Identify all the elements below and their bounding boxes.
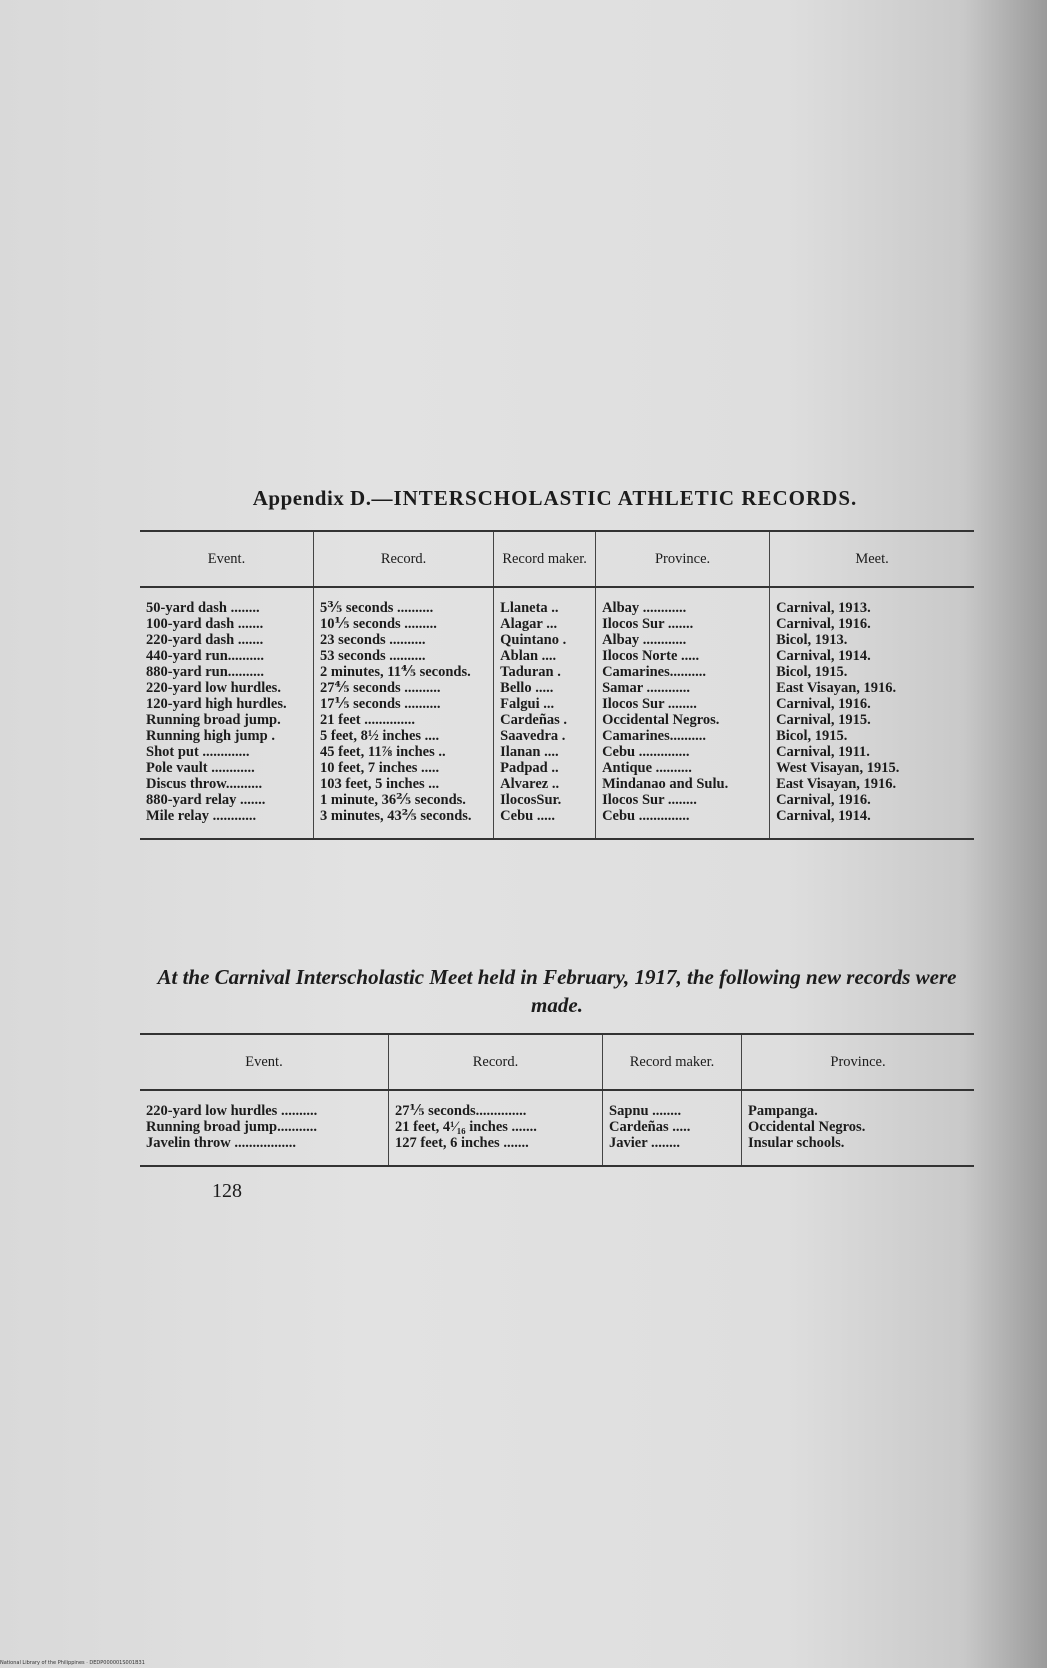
cell-meet: Bicol, 1915. [770, 664, 974, 680]
cell-event: Shot put ............. [146, 744, 250, 760]
header-record: Record. [389, 1034, 603, 1090]
cell-record: 27⅕ seconds.............. [389, 1103, 603, 1119]
cell-event: 220-yard dash ....... [146, 632, 264, 648]
cell-record: 5 feet, 8½ inches .... [313, 728, 493, 744]
cell-province: Albay ............ [596, 600, 770, 616]
library-footer: National Library of the Philippines · DEDP000001S001B31 [0, 1660, 145, 1666]
cell-meet: Carnival, 1913. [770, 600, 974, 616]
cell-record: 53 seconds .......... [313, 648, 493, 664]
cell-maker: Cardeñas ..... [603, 1119, 742, 1135]
cell-maker: Padpad .. [494, 760, 596, 776]
cell-event: 880-yard run.......... [146, 664, 265, 680]
cell-meet: Carnival, 1916. [770, 616, 974, 632]
table-row [140, 600, 974, 616]
cell-meet: West Visayan, 1915. [770, 760, 974, 776]
cell-meet: Carnival, 1916. [770, 696, 974, 712]
cell-record: 21 feet .............. [313, 712, 493, 728]
cell-maker: Alagar ... [494, 616, 596, 632]
spacer-row [140, 587, 974, 600]
cell-event: 220-yard low hurdles .......... [146, 1103, 318, 1119]
cell-event: Running broad jump........... [146, 1119, 317, 1135]
appendix-title: —INTERSCHOLASTIC ATHLETIC RECORDS. [371, 486, 858, 510]
cell-province: Occidental Negros. [596, 712, 770, 728]
new-records-body [140, 1090, 974, 1166]
cell-maker: Quintano . [494, 632, 596, 648]
table-header-row [140, 1034, 974, 1090]
table-row [140, 696, 974, 712]
cell-maker: Cebu ..... [494, 808, 596, 839]
cell-province: Ilocos Sur ........ [596, 792, 770, 808]
cell-record: 21 feet, 4¹⁄₁₆ inches ....... [389, 1119, 603, 1135]
cell-province: Camarines.......... [596, 728, 770, 744]
records-body [140, 587, 974, 839]
new-records-subtitle: At the Carnival Interscholastic Meet held in February, 1917, the following new records were made. [157, 965, 957, 1017]
cell-province: Albay ............ [596, 632, 770, 648]
new-records-table [140, 1033, 974, 1167]
cell-province: Ilocos Sur ........ [596, 696, 770, 712]
cell-maker: Cardeñas . [494, 712, 596, 728]
athletic-records-table [140, 530, 974, 840]
cell-record: 45 feet, 11⅞ inches .. [313, 744, 493, 760]
cell-record: 17⅕ seconds .......... [313, 696, 493, 712]
cell-maker: Ablan .... [494, 648, 596, 664]
table-row [140, 728, 974, 744]
table-row [140, 648, 974, 664]
table-row [140, 744, 974, 760]
cell-province: Mindanao and Sulu. [596, 776, 770, 792]
cell-province: Ilocos Sur ....... [596, 616, 770, 632]
cell-event: Javelin throw ................. [140, 1135, 389, 1166]
cell-record: 27⅘ seconds .......... [313, 680, 493, 696]
cell-maker: Falgui ... [494, 696, 596, 712]
table-row [140, 1135, 974, 1166]
header-record-maker: Record maker. [603, 1034, 742, 1090]
cell-event: 880-yard relay ....... [146, 792, 266, 808]
cell-province: Pampanga. [742, 1103, 975, 1119]
cell-maker: Javier ........ [603, 1135, 742, 1166]
cell-record: 3 minutes, 43⅖ seconds. [313, 808, 493, 839]
table-header-row [140, 531, 974, 587]
cell-record: 2 minutes, 11⅘ seconds. [313, 664, 493, 680]
cell-maker: Taduran . [494, 664, 596, 680]
cell-province: Ilocos Norte ..... [596, 648, 770, 664]
header-record-maker: Record maker. [494, 531, 596, 587]
table-row [140, 632, 974, 648]
header-province: Province. [596, 531, 770, 587]
cell-meet: Carnival, 1916. [770, 792, 974, 808]
table-row [140, 664, 974, 680]
header-event: Event. [140, 531, 313, 587]
header-province: Province. [742, 1034, 975, 1090]
page-number: 128 [212, 1180, 242, 1202]
cell-province: Antique .......... [596, 760, 770, 776]
cell-record: 127 feet, 6 inches ....... [389, 1135, 603, 1166]
cell-maker: Llaneta .. [494, 600, 596, 616]
cell-province: Camarines.......... [596, 664, 770, 680]
appendix-heading [140, 486, 970, 511]
cell-event: Pole vault ............ [146, 760, 255, 776]
cell-maker: Sapnu ........ [603, 1103, 742, 1119]
cell-province: Samar ............ [596, 680, 770, 696]
cell-record: 10 feet, 7 inches ..... [313, 760, 493, 776]
table-row [140, 1119, 974, 1135]
cell-event: 100-yard dash ....... [146, 616, 264, 632]
cell-meet: Bicol, 1913. [770, 632, 974, 648]
cell-meet: Carnival, 1914. [770, 648, 974, 664]
table-row [140, 776, 974, 792]
cell-maker: Bello ..... [494, 680, 596, 696]
cell-event: Running broad jump. [146, 712, 281, 728]
header-meet: Meet. [770, 531, 974, 587]
cell-meet: Bicol, 1915. [770, 728, 974, 744]
cell-meet: East Visayan, 1916. [770, 776, 974, 792]
cell-meet: Carnival, 1914. [770, 808, 974, 839]
spacer-row [140, 1090, 974, 1103]
cell-province: Occidental Negros. [742, 1119, 975, 1135]
cell-maker: Saavedra . [494, 728, 596, 744]
cell-maker: Ilanan .... [494, 744, 596, 760]
cell-meet: East Visayan, 1916. [770, 680, 974, 696]
cell-record: 1 minute, 36⅖ seconds. [313, 792, 493, 808]
cell-event: 120-yard high hurdles. [146, 696, 287, 712]
cell-event: 220-yard low hurdles. [146, 680, 281, 696]
header-event: Event. [140, 1034, 389, 1090]
table-row [140, 808, 974, 839]
cell-event: Mile relay ............ [140, 808, 313, 839]
table-row [140, 1103, 974, 1119]
cell-record: 23 seconds .......... [313, 632, 493, 648]
table-row [140, 680, 974, 696]
table-row [140, 792, 974, 808]
cell-event: 50-yard dash ........ [146, 600, 260, 616]
cell-record: 103 feet, 5 inches ... [313, 776, 493, 792]
table-row [140, 760, 974, 776]
cell-province: Insular schools. [742, 1135, 975, 1166]
cell-meet: Carnival, 1911. [770, 744, 974, 760]
cell-maker: Alvarez .. [494, 776, 596, 792]
cell-event: Running high jump . [146, 728, 275, 744]
table-row [140, 616, 974, 632]
cell-province: Cebu .............. [596, 808, 770, 839]
cell-maker: IlocosSur. [494, 792, 596, 808]
table-row [140, 712, 974, 728]
cell-event: 440-yard run.......... [146, 648, 265, 664]
cell-record: 10⅕ seconds ......... [313, 616, 493, 632]
cell-record: 5⅗ seconds .......... [313, 600, 493, 616]
cell-event: Discus throw.......... [146, 776, 263, 792]
header-record: Record. [313, 531, 493, 587]
appendix-label: Appendix D. [252, 486, 372, 510]
cell-meet: Carnival, 1915. [770, 712, 974, 728]
cell-province: Cebu .............. [596, 744, 770, 760]
